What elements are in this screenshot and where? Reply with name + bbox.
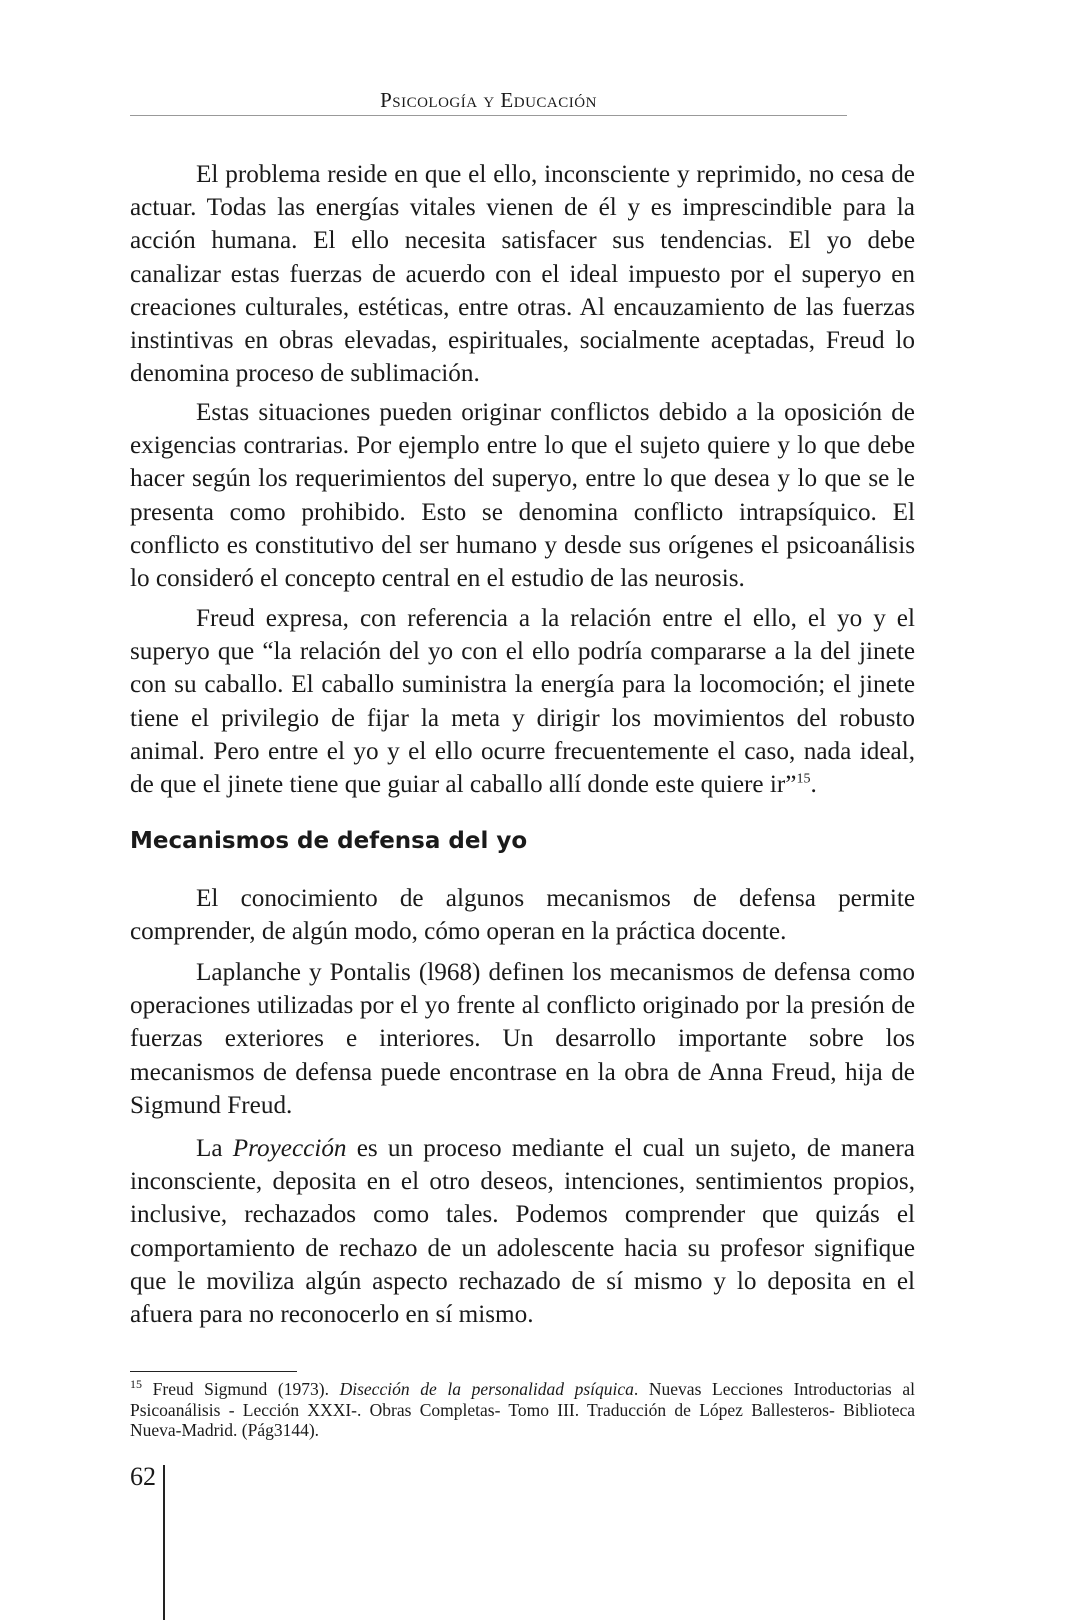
running-header: Psicología y Educación <box>380 88 597 112</box>
paragraph: Estas situaciones pueden originar conflictos debido a la oposición de exigencias contrarias. Por ejemplo entre lo que el sujeto quiere y lo que debe hacer según los requerimientos del superyo, entre lo que desea y lo que se le presenta como prohibido. Esto se denomina conflicto intrapsíquico. El conflicto es constitutivo del ser humano y desde sus orígenes el psicoanálisis lo consideró el concepto central en el estudio de las neurosis. <box>130 399 915 593</box>
paragraph-text: es un proceso mediante el cual un sujeto, de manera inconsciente, deposita en el otro deseos, intenciones, sentimientos propios, inclusive, rechazados como tales. Podemos comprender que quizás el comportamiento de rechazo de un adolescente hacia su profesor signifique que le moviliza algún aspecto rechazado de sí mismo y lo deposita en el afuera para no reconocerlo en sí mismo. <box>130 1135 915 1329</box>
paragraph-text: La <box>196 1135 233 1162</box>
footnote-rule <box>130 1371 297 1372</box>
footnote-number: 15 <box>130 1377 142 1392</box>
paragraph: El problema reside en que el ello, inconsciente y reprimido, no cesa de actuar. Todas las energías vitales vienen de él y es imprescindible para la acción humana. El ello necesita satisfacer sus tendencias. El yo debe canalizar estas fuerzas de acuerdo con el ideal impuesto por el superyo en creaciones culturales, estéticas, entre otras. Al encauzamiento de las fuerzas instintivas en obras elevadas, espirituales, socialmente aceptadas, Freud lo denomina proceso de sublimación. <box>130 161 915 388</box>
footnote-text: . Nuevas Lecciones Introductorias al Psicoanálisis - Lección XXXI-. Obras Completas- Tomo III. Traducción de López Ballesteros- Biblioteca Nueva-Madrid. (Pág3144). <box>130 1379 915 1440</box>
section-heading: Mecanismos de defensa del yo <box>130 828 528 854</box>
paragraph: Laplanche y Pontalis (l968) definen los mecanismos de defensa como operaciones utilizadas por el yo frente al conflicto originado por la presión de fuerzas exteriores e interiores. Un desarrollo importante sobre los mecanismos de defensa puede encontrase en la obra de Anna Freud, hija de Sigmund Freud. <box>130 959 915 1119</box>
footnote-ref: 15 <box>796 771 811 787</box>
margin-rule <box>163 1465 165 1620</box>
paragraph <box>130 1132 915 1331</box>
footnote <box>130 1379 915 1441</box>
header-rule <box>130 115 847 116</box>
paragraph-end: . <box>810 771 817 799</box>
italic-term: Proyección <box>232 1135 347 1162</box>
footnote-title: Disección de la personalidad psíquica <box>339 1379 634 1399</box>
footnote-text: Freud Sigmund (1973). <box>142 1379 340 1399</box>
paragraph-text: Freud expresa, con referencia a la relación entre el ello, el yo y el superyo que “la relación del yo con el ello podría compararse a la del jinete con su caballo. El caballo suministra la energía para la locomoción; el jinete tiene el privilegio de fijar la meta y dirigir los movimientos del robusto animal. Pero entre el yo y el ello ocurre frecuentemente el caso, nada ideal, de que el jinete tiene que guiar al caballo allí donde este quiere ir” <box>130 605 915 799</box>
paragraph <box>130 602 915 801</box>
paragraph: El conocimiento de algunos mecanismos de defensa permite comprender, de algún modo, cómo operan en la práctica docente. <box>130 885 915 946</box>
page-number: 62 <box>130 1462 156 1491</box>
